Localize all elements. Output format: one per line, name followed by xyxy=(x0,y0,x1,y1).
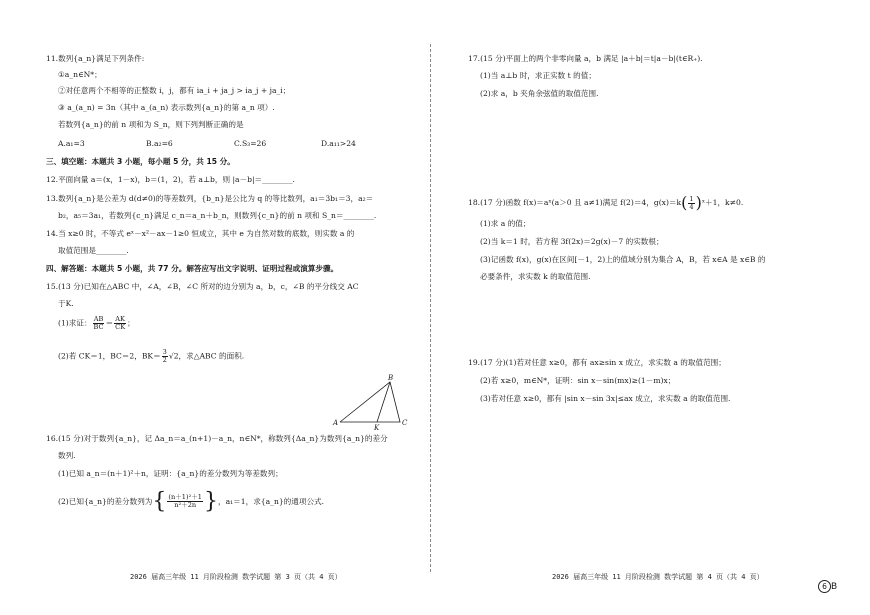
q15-fraction-3-2: $\frac{3}{2}$ xyxy=(162,348,167,364)
q16-line-2: 数列. xyxy=(58,451,76,460)
q17-part-2: (2)求 a，b 夹角余弦值的取值范围. xyxy=(480,89,599,98)
footer-page-4: 2026 届高三年级 11 月阶段检测 数学试题 第 4 页（共 4 页） xyxy=(552,573,764,581)
figure-label-a: A xyxy=(333,419,339,427)
q11-condition-1: ①a_n∈N*； xyxy=(58,70,102,79)
version-letter: B xyxy=(831,582,838,592)
q15-fraction-ab-bc: $\frac{AB}{BC}$ xyxy=(93,315,104,331)
q19-part-3: (3)若对任意 x≥0，都有 |sin x－sin 3x|≤ax 成立，求实数 a 的取值范围. xyxy=(480,394,731,403)
page-4 xyxy=(468,0,840,615)
q19-part-1: 19.(17 分)(1)若对任意 x≥0，都有 ax≥sin x 成立，求实数 a 的取值范围； xyxy=(468,358,726,367)
q14-line-2: 取值范围是________. xyxy=(58,246,129,255)
triangle-figure xyxy=(332,374,412,432)
q15-line-2: 于K. xyxy=(58,299,74,308)
q11-stem: 11.数列{a_n}满足下列条件: xyxy=(46,54,145,63)
figure-label-c: C xyxy=(402,419,408,427)
q11-ask: 若数列{a_n}的前 n 项和为 S_n，则下列判断正确的是 xyxy=(58,120,244,129)
q16-part-1: (1)已知 a_n＝(n＋1)²＋n，证明：{a_n}的差分数列为等差数列； xyxy=(58,469,283,478)
q18-part-1: (1)求 a 的值； xyxy=(480,219,531,228)
q18-fraction: $\frac{1}{4}$ xyxy=(689,194,694,211)
q18-stem: 18.(17 分)函数 f(x)＝aˣ(a＞0 且 a≠1)满足 f(2)＝4，g(x)＝k( $\frac{1}{4}$ )ˣ＋1，k≠0. xyxy=(468,193,744,212)
q13-line-2: b₂，a₅＝3a₁，若数列{c_n}满足 c_n＝a_n＋b_n，则数列{c_n}的前 n 项和 S_n＝________. xyxy=(58,211,377,220)
page-3 xyxy=(46,0,418,615)
q11-condition-3: ③ a_(a_n) = 3n（其中 a_(a_n) 表示数列{a_n}的第 a_n 项）. xyxy=(58,103,275,112)
q16-part-2: (2)已知{a_n}的差分数列为{ $\frac{\text{(n＋1)²＋1}}{\text{n²＋2n}}$ }，a₁＝1，求{a_n}的通项公式. xyxy=(58,489,325,514)
q16-line-1: 16.(15 分)对于数列{a_n}，记 Δa_n＝a_(n+1)－a_n，n∈N*，称数列{Δa_n}为数列{a_n}的差分 xyxy=(46,434,388,443)
q17-stem: 17.(15 分)平面上的两个非零向量 a，b 满足 |a＋b|＝t|a－b|(t∈R₊). xyxy=(468,54,703,63)
figure-label-b: B xyxy=(388,374,394,382)
q18-part-2: (2)当 k＝1 时，若方程 3f(2x)＝2g(x)－7 的实数根； xyxy=(480,237,664,246)
q15-fraction-ak-ck: $\frac{AK}{CK}$ xyxy=(115,315,126,331)
q18-part-3-line-1: (3)记函数 f(x)，g(x)在区间[－1，2)上的值域分别为集合 A，B，若 x∈A 是 x∈B 的 xyxy=(480,255,766,264)
q13-line-1: 13.数列{a_n}是公差为 d(d≠0)的等差数列，{b_n}是公比为 q 的等比数列，a₁＝3b₁＝3，a₂＝ xyxy=(46,194,374,203)
q16-fraction: $\frac{\text{(n＋1)²＋1}}{\text{n²＋2n}}$ xyxy=(168,493,203,510)
q15-part-2: (2)若 CK＝1，BC＝2，BK＝ $\frac{3}{2}$ √2，求△ABC 的面积. xyxy=(58,348,245,364)
q15-line-1: 15.(13 分)已知在△ABC 中，∠A，∠B，∠C 所对的边分别为 a，b，c，∠B 的平分线交 AC xyxy=(46,282,359,291)
q18-part-3-line-2: 必要条件，求实数 k 的取值范围. xyxy=(480,272,591,281)
figure-label-k: K xyxy=(374,424,380,432)
q11-option-a: A.a₁=3 xyxy=(58,139,85,148)
q12: 12.平面向量 a＝(x，1－x)，b＝(1，2)，若 a⊥b，则 |a－b|＝________. xyxy=(46,175,295,184)
q11-option-c: C.S₃=26 xyxy=(234,139,267,148)
q15-part-1: (1)求证： $\frac{AB}{BC}$ ＝ $\frac{AK}{CK}$ ； xyxy=(58,315,135,331)
version-badge xyxy=(818,580,837,593)
q17-part-1: (1)当 a⊥b 时，求正实数 t 的值； xyxy=(480,71,596,80)
q11-option-d: D.a₁₁>24 xyxy=(321,139,356,148)
page-divider xyxy=(430,44,431,572)
q19-part-2: (2)若 x≥0，m∈N*，证明：sin x－sin(mx)≥(1－m)x； xyxy=(480,376,676,385)
q11-option-b: B.a₂=6 xyxy=(146,139,173,148)
footer-page-3: 2026 届高三年级 11 月阶段检测 数学试题 第 3 页（共 4 页） xyxy=(130,573,342,581)
q11-condition-2: ②对任意两个不相等的正整数 i，j，都有 ia_i + ja_j > ia_j + ja_i； xyxy=(58,86,291,95)
q14-line-1: 14.当 x≥0 时，不等式 eˣ－x²－ax－1≥0 恒成立，其中 e 为自然对数的底数，则实数 a 的 xyxy=(46,229,355,238)
section-3-heading: 三、填空题：本题共 3 小题，每小题 5 分，共 15 分。 xyxy=(46,157,235,166)
version-number: 6 xyxy=(818,580,831,593)
section-4-heading: 四、解答题：本题共 5 小题，共 77 分。解答应写出文字说明、证明过程或演算步骤。 xyxy=(46,264,339,273)
